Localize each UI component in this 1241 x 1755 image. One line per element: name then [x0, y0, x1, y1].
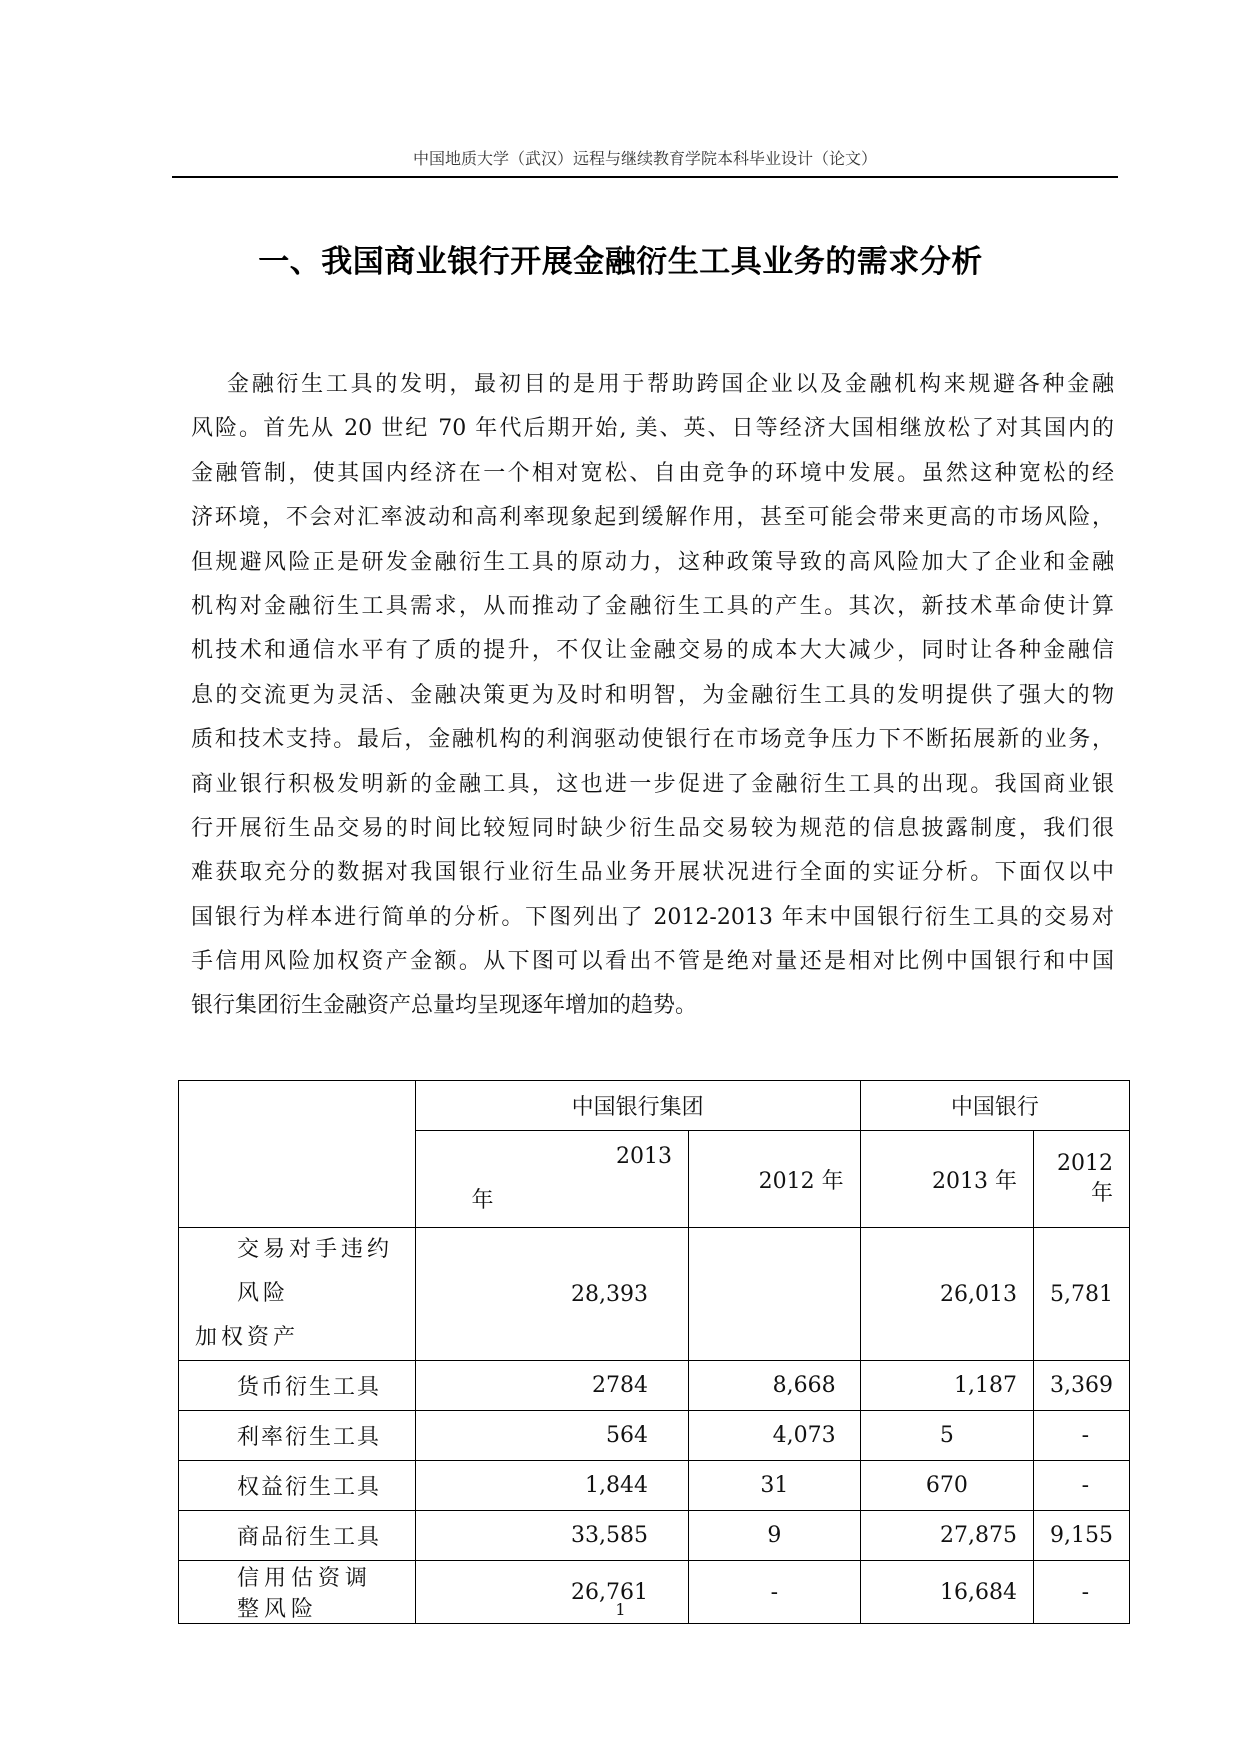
page-number: 1: [615, 1600, 626, 1619]
section-title: 一、我国商业银行开展金融衍生工具业务的需求分析: [258, 244, 983, 280]
table-row: [179, 1461, 1130, 1511]
table-row: [179, 1411, 1130, 1461]
table-cell: 5,781: [1034, 1228, 1130, 1361]
table-cell: 31: [689, 1461, 861, 1511]
year-header-boc-2012: 2012 年: [1034, 1131, 1130, 1228]
row-label-line: 加权资产: [195, 1325, 300, 1350]
row-label: 利率衍生工具: [179, 1411, 416, 1461]
paragraph-line: 难获取充分的数据对我国银行业衍生品业务开展状况进行全面的实证分析。下面仅以中: [191, 860, 1114, 886]
paragraph-line: 息的交流更为灵活、金融决策更为及时和明智，为金融衍生工具的发明提供了强大的物: [191, 682, 1114, 708]
paragraph-line: 商业银行积极发明新的金融工具，这也进一步促进了金融衍生工具的出现。我国商业银: [191, 771, 1114, 797]
table-cell: 1,844: [415, 1461, 689, 1511]
paragraph-line: 机技术和通信水平有了质的提升，不仅让金融交易的成本大大减少，同时让各种金融信: [191, 638, 1114, 664]
table-cell: -: [1034, 1561, 1130, 1624]
table-row: [179, 1511, 1130, 1561]
body-paragraph: [191, 363, 1114, 1029]
paragraph-line: 银行集团衍生金融资产总量均呈现逐年增加的趋势。: [191, 993, 698, 1019]
table-cell: 5: [860, 1411, 1033, 1461]
table-cell: -: [1034, 1461, 1130, 1511]
year-header-group-2012: 2012 年: [689, 1131, 861, 1228]
table-cell: -: [1034, 1411, 1130, 1461]
row-label-line: 交易对手违约风险: [237, 1237, 394, 1306]
table-cell: [689, 1228, 861, 1361]
table-cell: 26,013: [860, 1228, 1033, 1361]
paragraph-line: 国银行为样本进行简单的分析。下图列出了 2012-2013 年末中国银行衍生工具的交易对: [191, 904, 1114, 930]
paragraph-line: 手信用风险加权资产金额。从下图可以看出不管是绝对量还是相对比例中国银行和中国: [191, 949, 1114, 975]
paragraph-line: 机构对金融衍生工具需求，从而推动了金融衍生工具的产生。其次，新技术革命使计算: [191, 593, 1114, 619]
table-cell: 670: [860, 1461, 1033, 1511]
table-cell: 4,073: [689, 1411, 861, 1461]
row-label: 权益衍生工具: [179, 1461, 416, 1511]
row-label: 信用估资调整风险: [179, 1561, 416, 1624]
table-corner-cell: [179, 1081, 416, 1228]
paragraph-line: 济环境，不会对汇率波动和高利率现象起到缓解作用，甚至可能会带来更高的市场风险，: [191, 505, 1114, 531]
table-cell: 33,585: [415, 1511, 689, 1561]
header-rule: [172, 176, 1118, 178]
year-header-boc-2013: 2013 年: [860, 1131, 1033, 1228]
row-label: 货币衍生工具: [179, 1361, 416, 1411]
paragraph-line: 行开展衍生品交易的时间比较短同时缺少衍生品交易较为规范的信息披露制度，我们很: [191, 815, 1114, 841]
table-cell: 9: [689, 1511, 861, 1561]
derivatives-risk-table: [178, 1080, 1130, 1624]
table-cell: 16,684: [860, 1561, 1033, 1624]
paragraph-line: 金融管制，使其国内经济在一个相对宽松、自由竞争的环境中发展。虽然这种宽松的经: [191, 460, 1114, 486]
table-cell: 27,875: [860, 1511, 1033, 1561]
table-row: [179, 1228, 1130, 1361]
table-cell: -: [689, 1561, 861, 1624]
table-cell: 1,187: [860, 1361, 1033, 1411]
table-cell: 2784: [415, 1361, 689, 1411]
table-header-row: [179, 1081, 1130, 1131]
group-header-boc: 中国银行: [860, 1081, 1129, 1131]
paragraph-line: 质和技术支持。最后，金融机构的利润驱动使银行在市场竞争压力下不断拓展新的业务，: [191, 727, 1114, 753]
table-cell: 3,369: [1034, 1361, 1130, 1411]
paragraph-line: 但规避风险正是研发金融衍生工具的原动力，这种政策导致的高风险加大了企业和金融: [191, 549, 1114, 575]
row-label: 商品衍生工具: [179, 1511, 416, 1561]
paragraph-line: 风险。首先从 20 世纪 70 年代后期开始, 美、英、日等经济大国相继放松了对其国内的: [191, 416, 1114, 442]
paragraph-line: 金融衍生工具的发明，最初目的是用于帮助跨国企业以及金融机构来规避各种金融: [227, 372, 1114, 397]
group-header-boc-group: 中国银行集团: [415, 1081, 860, 1131]
table-row: [179, 1361, 1130, 1411]
year-header-line: 2013: [616, 1144, 673, 1169]
table-cell: 26,761: [415, 1561, 689, 1624]
table-cell: 8,668: [689, 1361, 861, 1411]
table-cell: 28,393: [415, 1228, 689, 1361]
year-header-line: 年: [471, 1188, 494, 1213]
table-cell: 564: [415, 1411, 689, 1461]
row-label: [179, 1228, 416, 1361]
running-header: 中国地质大学（武汉）远程与继续教育学院本科毕业设计（论文）: [412, 149, 877, 168]
year-header-group-2013: [415, 1131, 689, 1228]
table-cell: 9,155: [1034, 1511, 1130, 1561]
